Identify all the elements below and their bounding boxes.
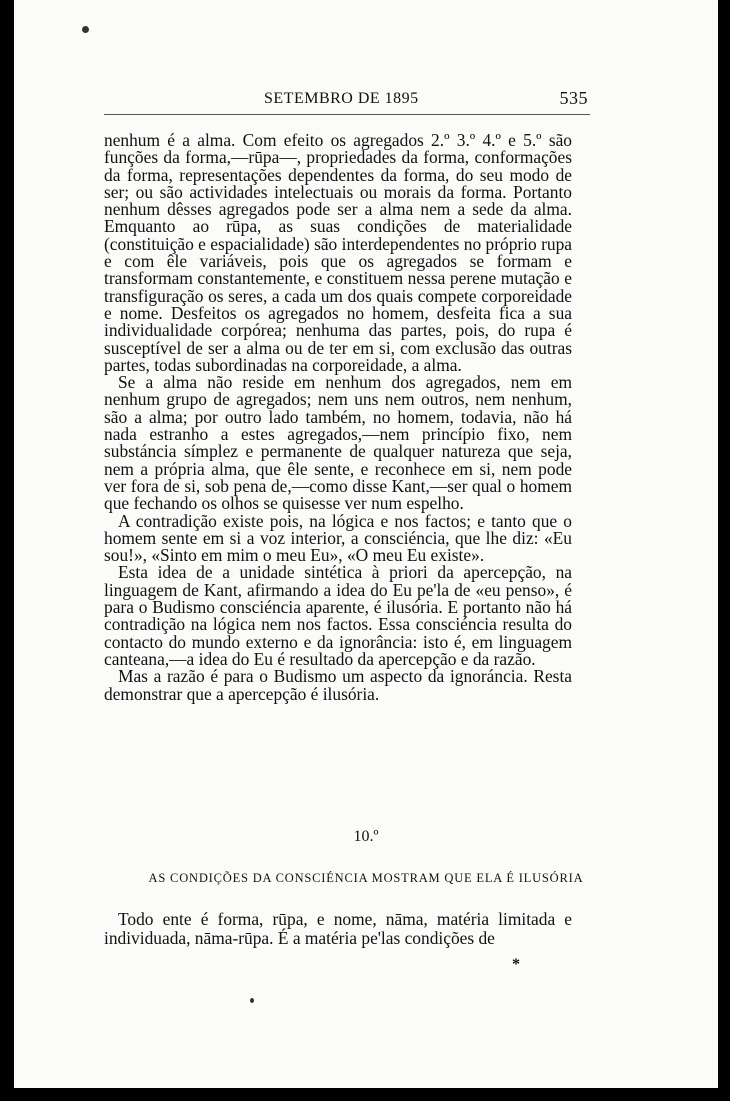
section-number: 10.º <box>353 828 379 845</box>
paper-speck <box>82 26 89 33</box>
page-number: 535 <box>559 88 588 108</box>
paragraph: A contradição existe pois, na lógica e nos factos; e tanto que o homem sente em si a voz interior, a consciéncia, que lhe diz: «Eu sou!», «Sinto em mim o meu Eu», «O meu Eu existe». <box>104 510 572 566</box>
paragraph: Todo ente é forma, rūpa, e nome, nāma, matéria limitada e individuada, nāma-rūpa. É a matéria pe'las condições de <box>104 909 572 948</box>
paragraph: Se a alma não reside em nenhum dos agregados, nem em nenhum grupo de agregados; nem uns nem outros, nem nenhum, são a alma; por outro lado também, no homem, todavia, não há nada estranho a estes agregados,—nem princípio fixo, nem substáncia símplez e permanente de qualquer natureza que seja, nem a própria alma, que êle sente, e reconhece em si, nem pode ver fora de si, sob pena de,—como disse Kant,—ser qual o homem que fechando os olhos se quisesse ver num espelho. <box>104 372 572 514</box>
book-page <box>14 0 718 1088</box>
running-header <box>104 86 588 112</box>
paper-speck <box>250 998 254 1003</box>
running-title: SETEMBRO DE 1895 <box>264 90 419 107</box>
closing-text <box>104 910 572 948</box>
paragraph: Esta idea de a unidade sintética à priori da apercepção, na linguagem de Kant, afirmando a idea do Eu pe'la de «eu penso», é para o Budismo consciéncia aparente, é ilusória. E portanto não há contradição na lógica nem nos factos. Essa consciéncia resulta do contacto do mundo externo e da ignorância: isto é, em linguagem canteana,—a idea do Eu é resultado da apercepção e da razão. <box>104 562 572 669</box>
section-title: AS CONDIÇÕES DA CONSCIÉNCIA MOSTRAM QUE ELA É ILUSÓRIA <box>148 871 584 885</box>
main-text <box>104 132 572 703</box>
paragraph: Mas a razão é para o Budismo um aspecto da ignoráncia. Resta demonstrar que a apercepção é ilusória. <box>104 666 572 704</box>
header-rule <box>104 114 590 115</box>
paragraph: nenhum é a alma. Com efeito os agregados 2.º 3.º 4.º e 5.º são funções da forma,—rūpa—, propriedades da forma, conformações da forma, representações dependentes da forma, do seu modo de ser; ou são actividades intelectuais ou morais da forma. Portanto nenhum dêsses agregados pode ser a alma nem a sede da alma. Emquanto ao rūpa, as suas condições de materialidade (constituição e espacialidade) são interdependentes no próprio rupa e com êle variáveis, pois que os agregados se formam e transformam constantemente, e constituem nessa perene mutação e transfiguração os seres, a cada um dos quais compete corporeidade e nome. Desfeitos os agregados no homem, desfeita fica a sua individualidade corpórea; nenhuma das partes, pois, do rupa é susceptível de ser a alma ou de ter em si, com exclusão das outras partes, todas subordinadas na corporeidade, a alma. <box>104 130 572 375</box>
signature-mark: * <box>512 956 520 973</box>
